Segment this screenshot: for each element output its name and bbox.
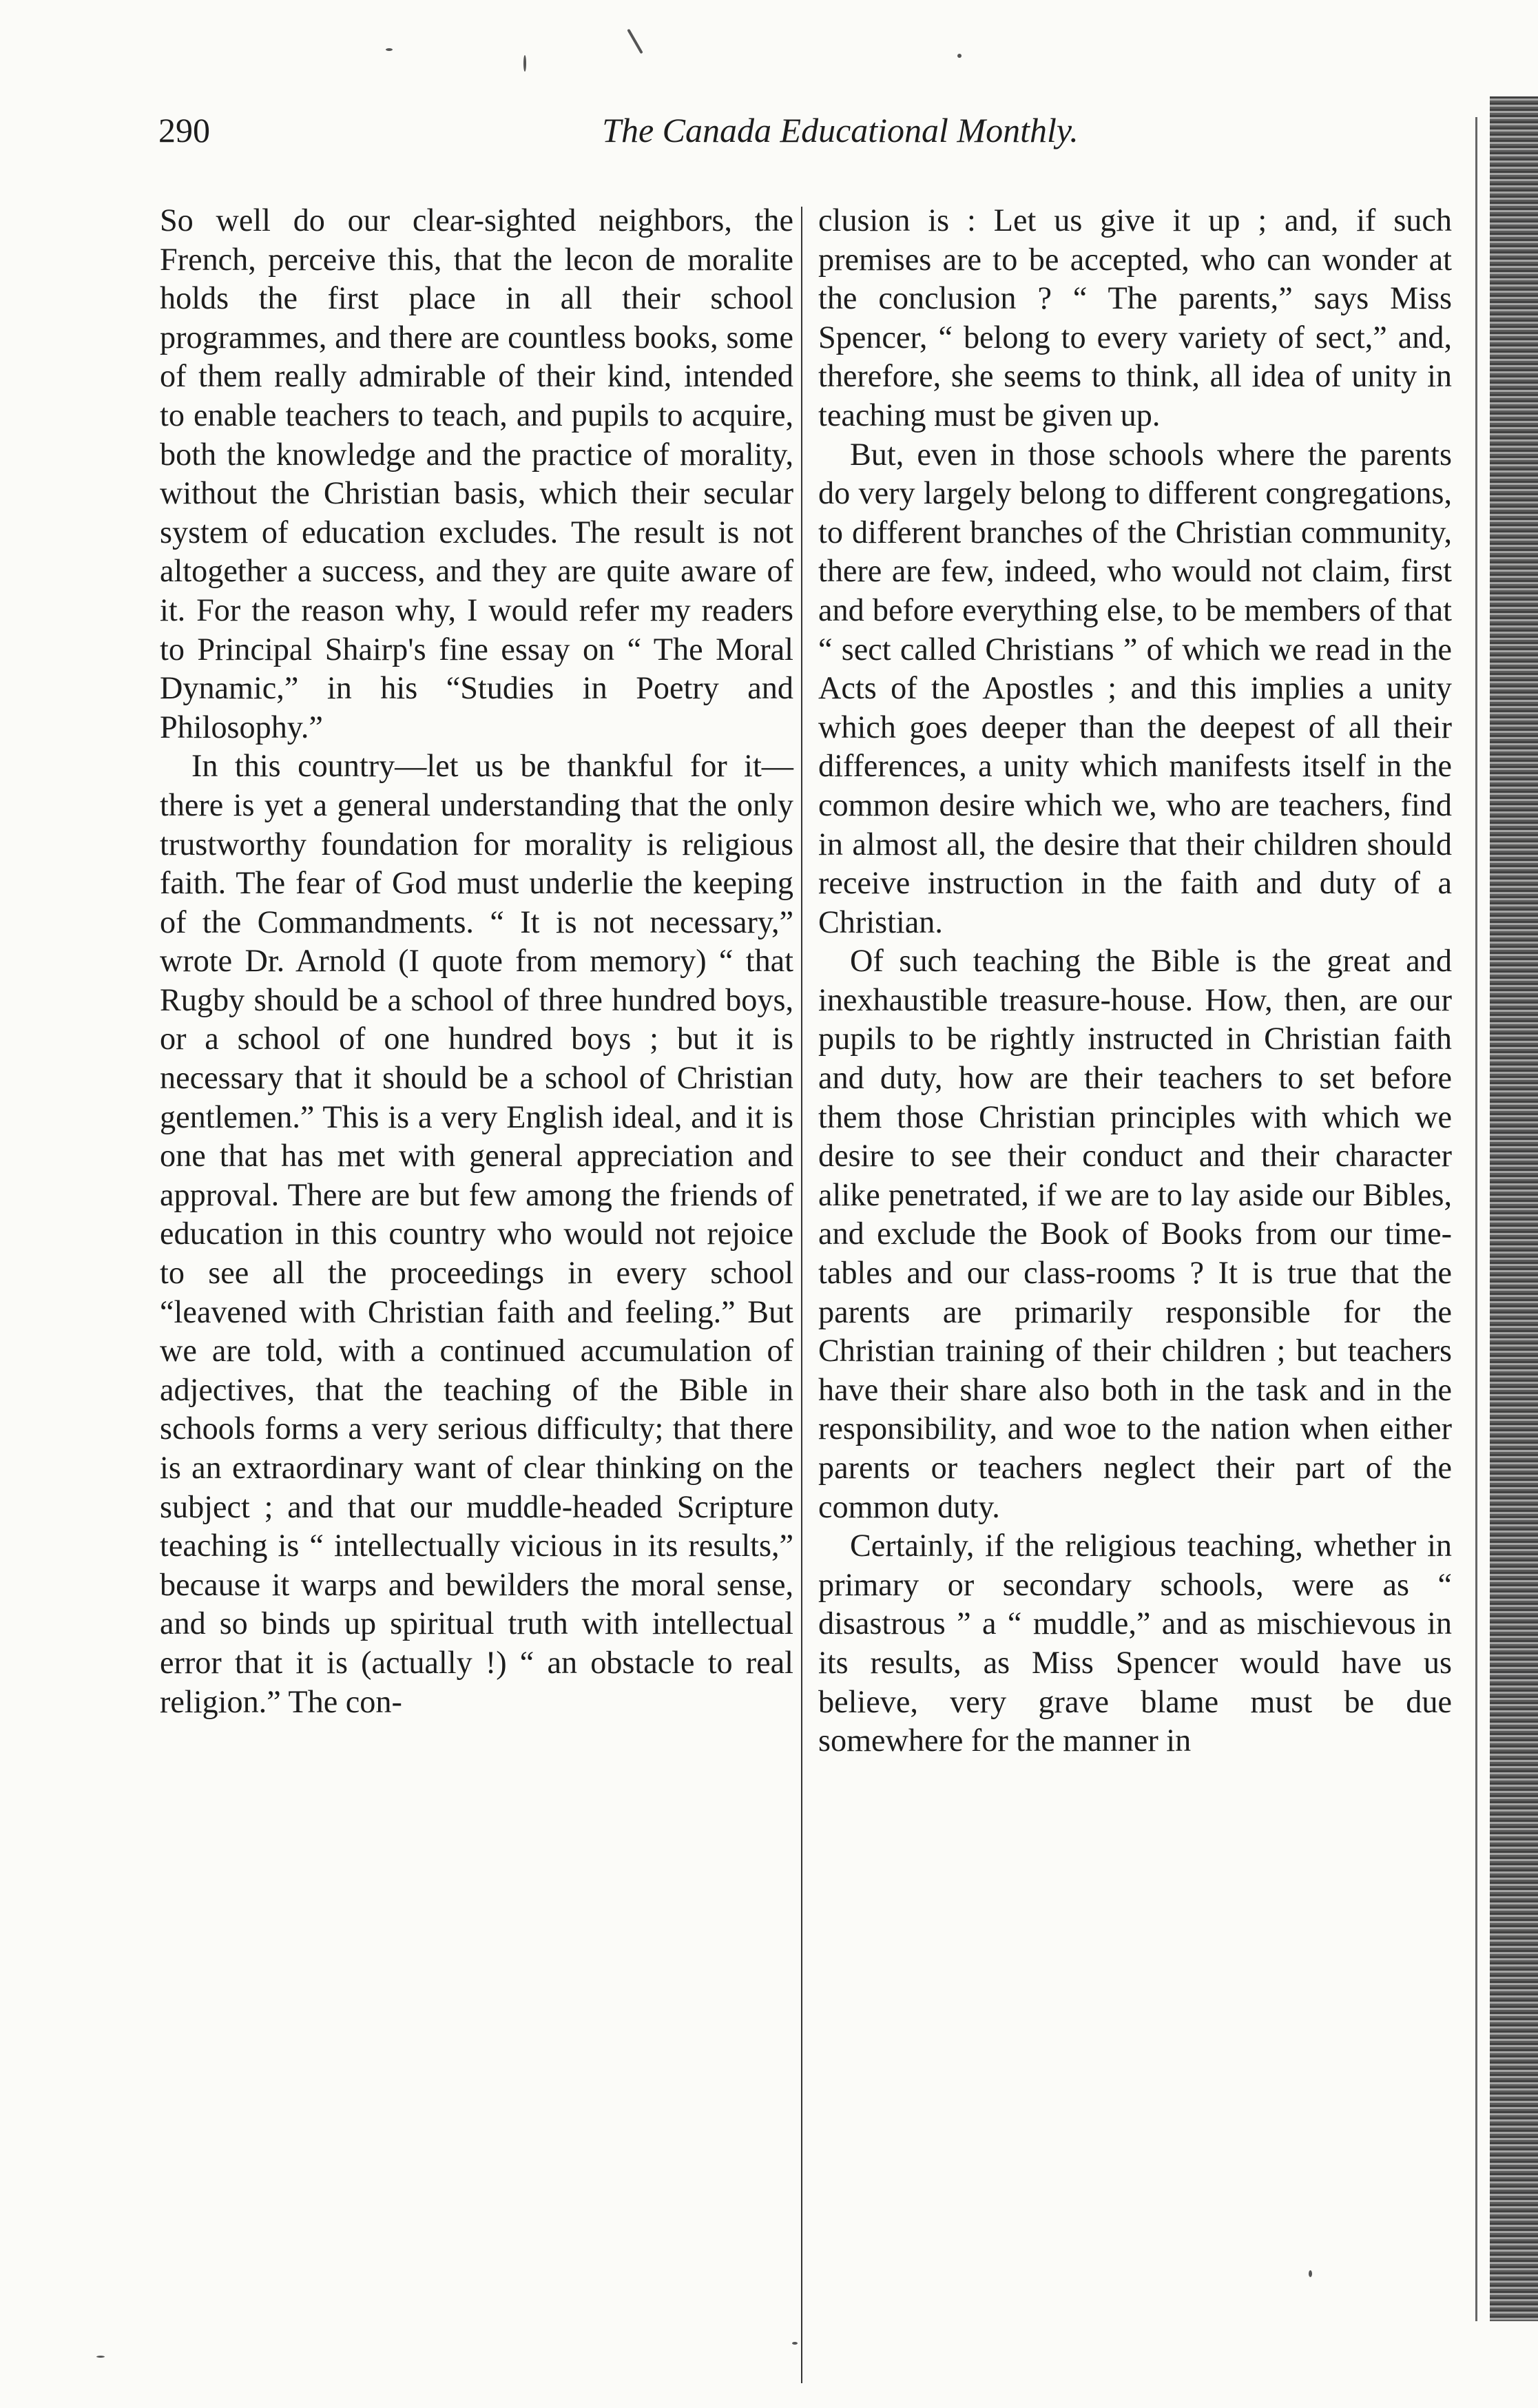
right-column — [818, 201, 1452, 1761]
running-title: The Canada Educational Monthly. — [602, 111, 1079, 149]
page-number: 290 — [158, 111, 210, 149]
left-column — [160, 201, 793, 1721]
scan-speck — [386, 48, 393, 51]
scan-speck — [96, 2356, 105, 2358]
paragraph: But, even in those schools where the parents do very largely belong to different congregations, to different branches of the Christian community, there are few, indeed, who would not claim, first and before everything else, to be members of that “ sect called Christians ” of which we read in the Acts of the Apostles ; and this implies a unity which goes deeper than the deepest of all their differences, a unity which manifests itself in the common desire which we, who are teachers, find in almost all, the desire that their children should receive instruction in the faith and duty of a Christian. — [818, 436, 1452, 940]
paragraph: Certainly, if the religious teaching, whether in primary or secondary schools, were as “ disastrous ” a “ muddle,” and as mischievous in its results, as Miss Spencer would have us believe, very grave blame must be due somewhere for the manner in — [818, 1528, 1452, 1758]
scan-speck — [1309, 2270, 1312, 2277]
page-header — [158, 110, 1440, 165]
page-edge-shadow — [1490, 96, 1538, 2321]
binding-line — [1475, 117, 1477, 2321]
scan-speck — [792, 2342, 798, 2345]
scan-speck — [627, 29, 643, 54]
paragraph: clusion is : Let us give it up ; and, if such premises are to be accepted, who can wonder at the conclusion ? “ The parents,” says Miss Spencer, “ belong to every variety of sect,” and, therefore, she seems to think, all idea of unity in teaching must be given up. — [818, 203, 1452, 433]
paragraph: Of such teaching the Bible is the great and inexhaustible treasure-house. How, then, are our pupils to be rightly instructed in Christian faith and duty, how are their teachers to set before them those Christian principles with which we desire to see their conduct and their character alike penetrated, if we are to lay aside our Bibles, and exclude the Book of Books from our time-tables and our class-rooms ? It is true that the parents are primarily responsible for the Christian training of their children ; but teachers have their share also both in the task and in the responsibility, and woe to the nation when either parents or teachers neglect their part of the common duty. — [818, 943, 1452, 1524]
scan-speck — [957, 54, 962, 58]
paragraph: So well do our clear-sighted neighbors, the French, perceive this, that the lecon de moralite holds the first place in all their school programmes, and there are countless books, some of them really admirable of their kind, intended to enable teachers to teach, and pupils to acquire, both the knowledge and the practice of morality, without the Christian basis, which their secular system of education excludes. The result is not altogether a success, and they are quite aware of it. For the reason why, I would refer my readers to Principal Shairp's fine essay on “ The Moral Dynamic,” in his “Studies in Poetry and Philosophy.” — [160, 203, 793, 745]
paragraph: In this country—let us be thankful for it—there is yet a general understanding that the only trustworthy foundation for morality is religious faith. The fear of God must underlie the keeping of the Commandments. “ It is not necessary,” wrote Dr. Arnold (I quote from memory) “ that Rugby should be a school of three hundred boys, or a school of one hundred boys ; but it is necessary that it should be a school of Christian gentlemen.” This is a very English ideal, and it is one that has met with general appreciation and approval. There are but few among the friends of education in this country who would not rejoice to see all the proceedings in every school “leavened with Christian faith and feeling.” But we are told, with a continued accumulation of adjectives, that the teaching of the Bible in schools forms a very serious difficulty; that there is an extraordinary want of clear thinking on the subject ; and that our muddle-headed Scripture teaching is “ intellectually vicious in its results,” because it warps and bewilders the moral sense, and so binds up spiritual truth with intellectual error that it is (actually !) “ an obstacle to real religion.” The con- — [160, 748, 793, 1719]
column-divider — [801, 207, 802, 2383]
scan-speck — [523, 55, 526, 72]
